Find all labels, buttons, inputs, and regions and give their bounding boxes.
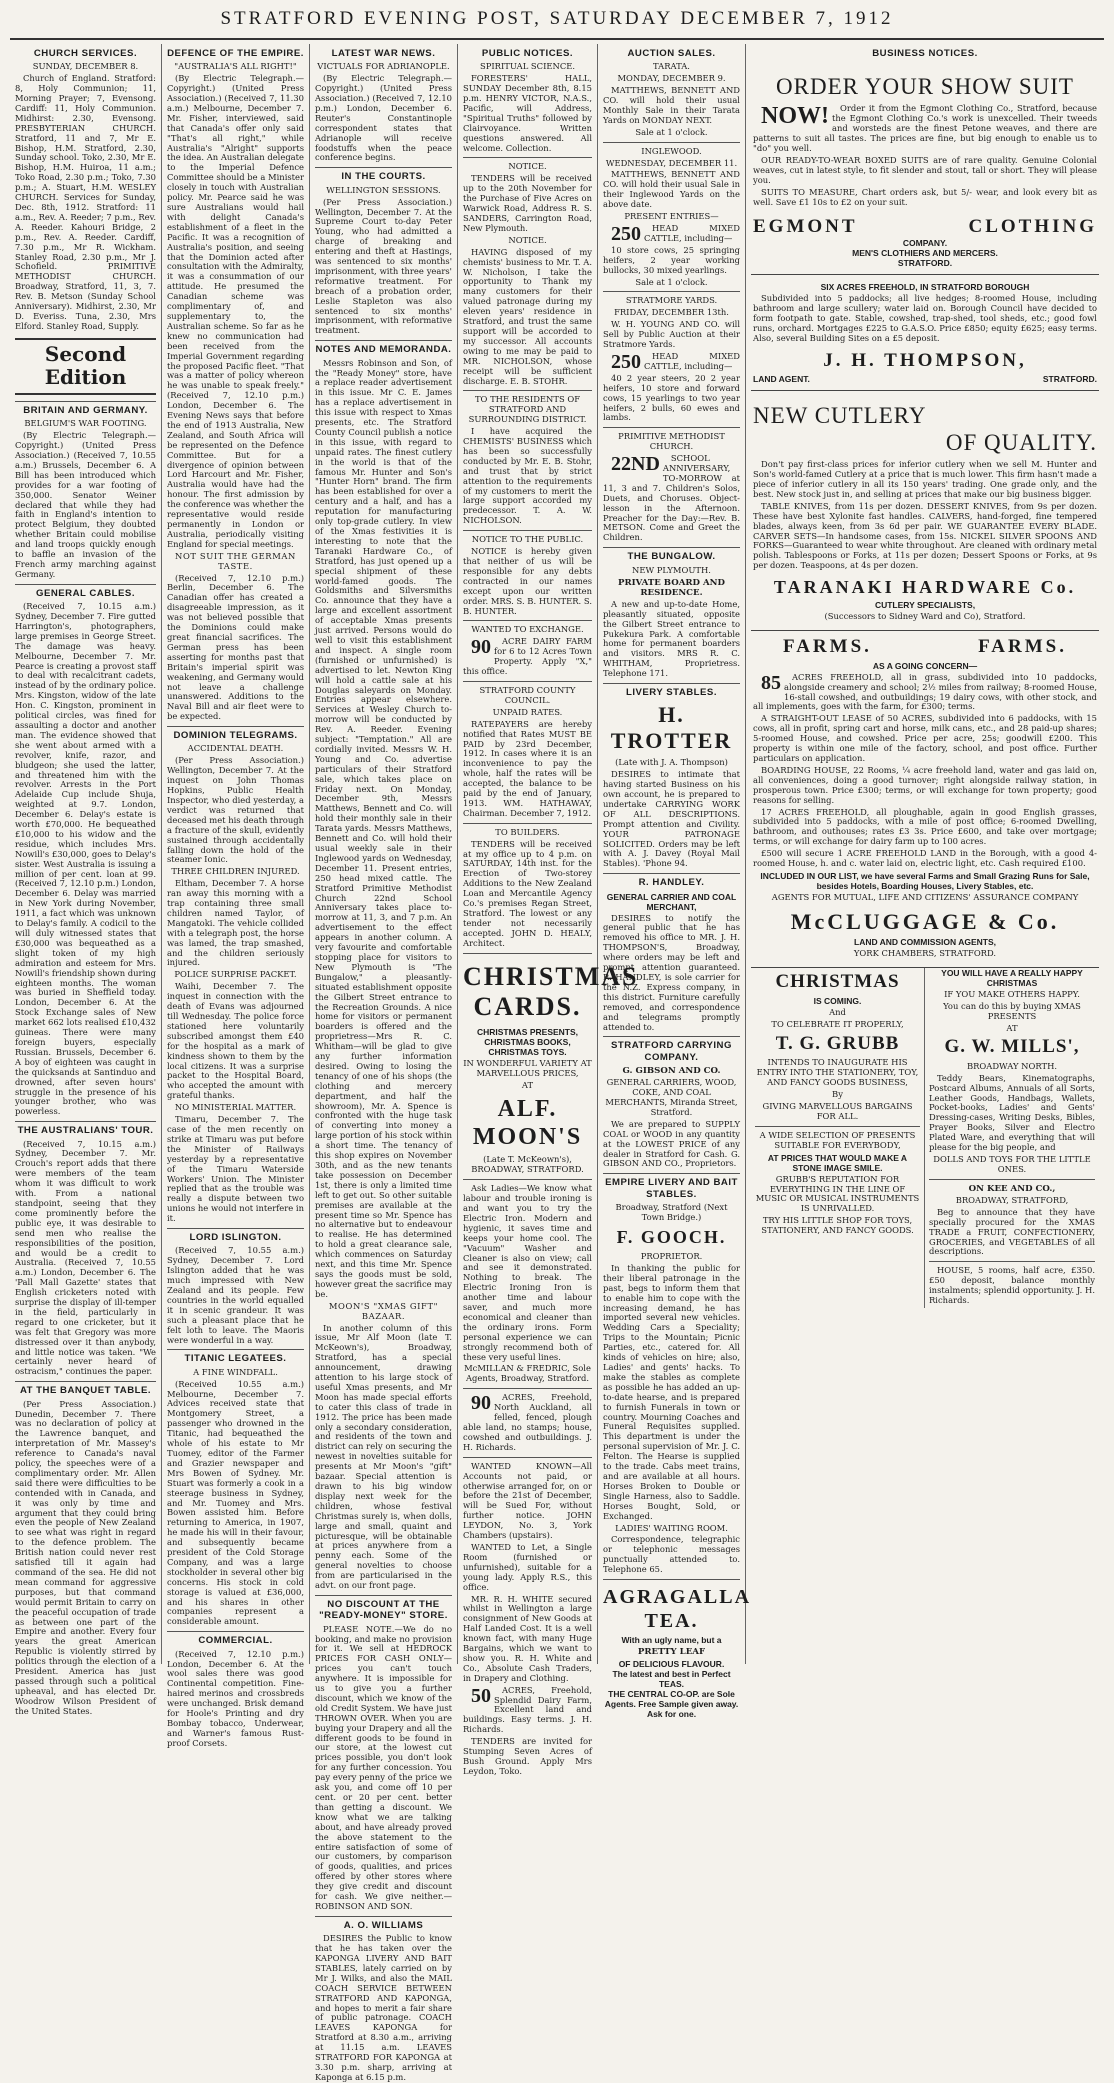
farm-c-text: 17 ACRES FREEHOLD, all ploughable, again in good English grasses, subdivided into 5 paddocks, with a mile of post office; 6-roomed Dwelling, bathroom, and outhouses; rates £3 3s. Price £600, and take over mortgage; terms, or will exchange for dairy farm up to 100 acres. <box>753 806 1097 847</box>
inglewood-date: WEDNESDAY, DECEMBER 11. <box>605 157 738 168</box>
war-news-text: (By Electric Telegraph.—Copyright.) (United Press Association.) (Received 7, 12.10 p.m.) London, December 6. Reuter's Constantinople correspondent states that Adrianople will receive foodstuffs when the peace conference begins. <box>315 73 452 163</box>
primitive-heading: PRIMITIVE METHODIST CHURCH. <box>618 431 725 452</box>
carrying-heading: STRATFORD CARRYING COMPANY. <box>603 1036 740 1063</box>
taranaki-subheading: CUTLERY SPECIALISTS, <box>874 600 976 611</box>
exchange-number: 90 <box>471 636 491 659</box>
residents-heading: TO THE RESIDENTS OF STRATFORD AND SURROUNDING DISTRICT. <box>468 394 587 425</box>
stratmore-number: 250 <box>611 350 641 373</box>
commercial-heading: COMMERCIAL. <box>167 1631 304 1646</box>
egmont-tagline: MEN'S CLOTHIERS AND MERCERS. <box>852 247 998 258</box>
egmont-name-a: EGMONT <box>753 215 858 237</box>
inglewood-number: 250 <box>611 223 641 245</box>
banquet-text: (Per Press Association.) Dunedin, December 7. There was no declaration of policy at the Lawrence banquet, and interpretation of Mr. Massey's reference to Canada's naval policy, the speeches were of a complimentary order. Mr. Allen said there were difficulties to be contended with in Canada, and it was only by time and argument that they could bring even the people of New Zealand to see what was right in regard to the defence problem. The British nation could never rest satisfied till it again had command of the sea. He did not mean command for aggressive purposes, but that command would permit Britain to carry on the peaceful occupation of trade as between one part of the Empire and another. Every four years the great American Republic is violently stirred by politics through the election of a President. America has just passed through such a political upheaval, and has elected Dr. Woodrow Wilson President of the United States. <box>15 1398 156 1716</box>
britain-subheading: BELGIUM'S WAR FOOTING. <box>24 418 147 429</box>
mcmillan-fredric: McMILLAN & FREDRIC, Sole Agents, Broadway, Stratford. <box>464 1363 591 1384</box>
public-notice-text: NOTICE is hereby given that neither of us will be responsible for any debts contracted in our names except upon our written order. MRS. S. B. HUNTER. S. B. HUNTER. <box>463 546 592 616</box>
egmont-measure: SUITS TO MEASURE, Chart orders ask, but 5/- wear, and look every bit as well. Save £1 10s to £2 on your suit. <box>753 186 1097 207</box>
divider <box>463 390 592 391</box>
egmont-headline: ORDER YOUR SHOW SUIT <box>776 74 1074 100</box>
egmont-name-row <box>753 216 1097 238</box>
public-notice-heading: NOTICE TO THE PUBLIC. <box>471 534 584 545</box>
gibson-text: We are prepared to SUPPLY COAL or WOOD in any quantity at the LOWEST PRICE of any dealer in Stratford for Cash. G. GIBSON AND CO., Proprietors. <box>603 1118 740 1169</box>
war-news-subheading: VICTUALS FOR ADRIANOPLE. <box>317 61 450 72</box>
trotter-subheading: (Late with J. A. Thompson) <box>615 757 728 768</box>
police-packet-text: Waihi, December 7. The inquest in connection with the death of Evans was adjourned till Wednesday. The police force stationed here voluntarily subscribed amongst them £40 for the hospital as a mark of kindness shown to them by the local citizens. It was a surprise packet to the Hospital Board, who accepted the amount with grateful thanks. <box>167 981 304 1101</box>
divider <box>603 427 740 428</box>
mills-happy: YOU WILL HAVE A REALLY HAPPY CHRISTMAS <box>941 967 1083 988</box>
inglewood-time: Sale at 1 o'clock. <box>635 276 708 287</box>
church-date: SUNDAY, DECEMBER 8. <box>32 61 139 72</box>
notice-1-text: TENDERS will be received up to the 20th November for the Purchase of Five Acres on Warwick Road, Address R. S. SANDERS, Carrington Road, New Plymouth. <box>463 173 592 233</box>
mills-buy: You can do this by buying XMAS PRESENTS <box>943 1000 1081 1021</box>
council-heading: STRATFORD COUNTY COUNCIL. <box>479 684 576 705</box>
mills-others: IF YOU MAKE OTHERS HAPPY. <box>944 988 1080 999</box>
tarata-time: Sale at 1 o'clock. <box>635 126 708 137</box>
inglewood-heading: INGLEWOOD. <box>641 145 702 156</box>
agragalla-line-5: THE CENTRAL CO-OP. are Sole Agents. Free Sample given away. Ask for one. <box>604 1689 739 1720</box>
farm85-number: 85 <box>761 671 781 694</box>
mills-at: AT <box>1006 1022 1018 1033</box>
agragalla-line-4: The latest and best in Perfect TEAS. <box>612 1669 731 1690</box>
grubb-prices: AT PRICES THAT WOULD MAKE A STONE IMAGE SMILE. <box>767 1152 908 1173</box>
column-1 <box>10 44 162 1716</box>
titanic-subheading: A FINE WINDFALL. <box>193 1366 278 1377</box>
britain-heading: BRITAIN AND GERMANY. <box>15 401 156 416</box>
white-text: MR. R. H. WHITE secured whilst in Wellington a large consignment of New Goods at Half Landed Cost. It is a well known fact, with many Huge Bargains, which we want to show you. R. H. White and Co., Absolute Cash Traders, in Drapery and Clothing. <box>463 1593 592 1683</box>
ministerial-subheading: NO MINISTERIAL MATTER. <box>174 1102 297 1113</box>
column-5 <box>598 44 752 1720</box>
war-news-heading: LATEST WAR NEWS. <box>331 48 436 59</box>
general-cables-text: (Received 7, 10.15 a.m.) Sydney, December 7. Fire gutted Harrington's, photographers, large premises in George Street. The damage was heavy. Melbourne, December 7. Mr. Pearce is creating a provost staff to deal with recalcitrant cadets, instead of by the ordinary police. Mrs. Kingston, widow of the late Hon. C. Kingston, prominent in political circles, was fined for assaulting a doctor and another man. The evidence showed that she went about armed with a revolver, knife, razor, and bludgeon; she used the latter, and threatened him with the revolver. Arrests in the Port Adelaide Cup include Shuja, weighted at 9.7. London, December 6. Delay's estate is worth £70,000. He bequeathed £10,000 to his widow and the residue, which includes Mrs. Nowill's £30,000, goes to Delay's sister. West Australia is issuing a million of per cent. loan at 99. (Received 7, 12.10 p.m.) London, December 6. Delay was married in New York during November, 1911, a fact which was unknown to Delay's family. A codicil to the will duly witnessed states that £30,000 was bequeathed as a slight token of my high admiration and esteem for Mrs. Nowill's friendship shown during eighteen months. The woman was buried in Sheffield today. London, December 6. At the Stock Exchange sales of New market 662 lots realised £10,432 guineas. There were many foreign buyers, especially Russian. Brussels, December 6. A boy of eighteen was caught in the quicksands at Santinduo and drowned, after seven hours' struggle in the presence of his younger brother, who was powerless. <box>15 601 156 1117</box>
grubb-ad <box>751 968 925 1308</box>
divider <box>463 530 592 531</box>
moon-bazaar-text: In another column of this issue, Mr Alf Moon (late T. McKeown's), Broadway, Stratford, has a special announcement, drawing attention to his large stock of useful Xmas presents, and Mr Moon has made special efforts to cater this class of trade in 1912. The price has been made only a secondary consideration, and residents of the town and district can rely on securing the newest in novelties suitable for presents at Mr Moon's "gift" bazaar. Special attention is drawn to his big window display next week for the children, whose festival Christmas surely is, when dolls, large and small, quaint and picturesque, will be obtainable at prices anywhere from a penny each. Some of the general novelties to choose from are particularised in the advt. on our front page. <box>315 1322 452 1591</box>
trotter-name: H. TROTTER <box>610 702 733 754</box>
christmas-list: CHRISTMAS PRESENTS, CHRISTMAS BOOKS, CHRISTMAS TOYS. <box>476 1026 579 1057</box>
notice-1-heading: NOTICE. <box>508 161 547 172</box>
christmas-cards-title: CHRISTMAS CARDS. <box>463 961 639 1022</box>
agragalla-name: AGRAGALLA TEA. <box>603 1586 752 1632</box>
farm-d-text: £500 will secure 1 ACRE FREEHOLD LAND in the Borough, with a good 4-roomed House, h. and c. water laid on, electric light, etc. Cash required £100. <box>753 848 1097 869</box>
divider <box>463 681 592 682</box>
thompson-land-agent: LAND AGENT. <box>753 373 810 384</box>
grubb-and: And <box>829 1007 846 1018</box>
police-packet-subheading: POLICE SURPRISE PACKET. <box>174 969 297 980</box>
discount-text: PLEASE NOTE.—We do no booking, and make no provision for it. We sell at HEDROCK PRICES FOR CASH ONLY—prices you can't touch anywhere. It is impossible for us to give you a further discount, which we know of the old Credit System. We have just THROWN OVER. When you are buying your Drapery and all the different goods to be found in our store, at the lowest cut prices possible, you don't look for any further concession. You pay every penny of the price we ask you, and come off 10 per cent. or 20 per cent. better than getting a discount. We know what we are talking about, and have already proved the above statement to the entire satisfaction of some of our customers, by comparison of goods, qualities, and prices offered by other stores where they give credit and discount for cash. We give neither.—ROBINSON AND SON. <box>315 1623 452 1911</box>
second-edition-banner: Second Edition <box>15 338 156 395</box>
six-acres-text: Subdivided into 5 paddocks; all live hedges; 8-roomed House, including bathroom and large scullery; water laid on. Borough Council have decided to form footpath to gate. Stable, cowshed, trap-shed, tool sheds, etc.; good fowl runs, orchard. Mortgages £225 to G.A.S.O. Price £850; equity £625; easy terms. Also, several Building Sites on a £5 deposit. <box>753 292 1097 343</box>
gooch-subheading: PROPRIETOR. <box>640 1251 703 1262</box>
bungalow-heading: THE BUNGALOW. <box>603 547 740 562</box>
grubb-name: T. G. GRUBB <box>775 1032 900 1054</box>
egmont-clothing-ad <box>751 62 1099 275</box>
cutlery-ad <box>751 391 1099 631</box>
cutlery-heading-a: NEW CUTLERY <box>753 402 927 428</box>
farms-ad <box>751 631 1099 967</box>
column-6 <box>746 44 1104 1664</box>
mills-ad <box>925 968 1099 1308</box>
farms-agents: AGENTS FOR MUTUAL, LIFE AND CITIZENS' ASSURANCE COMPANY <box>771 891 1079 902</box>
divider <box>463 823 592 824</box>
egmont-name-b: CLOTHING <box>968 215 1097 237</box>
divider <box>929 1261 1095 1262</box>
stratmore-date: FRIDAY, DECEMBER 13th. <box>614 307 729 318</box>
defence-subheading: "AUSTRALIA'S ALL RIGHT!" <box>174 61 297 72</box>
business-notices-heading: BUSINESS NOTICES. <box>872 48 978 59</box>
column-2 <box>162 44 310 1748</box>
christmas-variety: IN WONDERFUL VARIETY AT MARVELLOUS PRICES, <box>463 1058 592 1078</box>
inglewood-cattle: HEAD MIXED CATTLE, including— <box>644 223 740 243</box>
tarata-date: MONDAY, DECEMBER 9. <box>617 73 726 84</box>
farms-subheading: AS A GOING CONCERN— <box>872 660 978 671</box>
egmont-company: COMPANY. <box>902 237 948 248</box>
children-injured-subheading: THREE CHILDREN INJURED. <box>171 866 300 877</box>
dominion-heading: DOMINION TELEGRAMS. <box>167 726 304 741</box>
mccluggage-name: McCLUGGAGE & Co. <box>790 908 1060 934</box>
egmont-boxed-suits: OUR READY-TO-WEAR BOXED SUITS are of rare quality. Genuine Colonial weaves, cut in latest style, to fit slender and stout, tall or short. They will please you. <box>753 154 1097 185</box>
accidental-death-subheading: ACCIDENTAL DEATH. <box>187 743 284 754</box>
williams-text: DESIRES the Public to know that he has taken over the KAPONGA LIVERY AND BAIT STABLES, lately carried on by Mr J. Wilks, and also the MAIL COACH SERVICE BETWEEN STRATFORD AND KAPONGA, and hopes to merit a fair share of public patronage. COACH LEAVES KAPONGA for Stratford at 8.30 a.m., arriving at 11.15 a.m. LEAVES STRATFORD FOR KAPONGA at 3.30 p.m. sharp, arriving at Kaponga at 6.15 p.m. <box>315 1933 452 2082</box>
grubb-selection: A WIDE SELECTION OF PRESENTS SUITABLE FOR EVERYBODY, <box>759 1129 916 1150</box>
spiritual-heading: SPIRITUAL SCIENCE. <box>479 61 576 72</box>
divider <box>463 620 592 621</box>
onkee-name: ON KEE AND CO., <box>968 1183 1056 1194</box>
handley-subheading: GENERAL CARRIER AND COAL MERCHANT, <box>606 891 737 912</box>
onkee-address: BROADWAY, STRATFORD, <box>955 1194 1069 1205</box>
egmont-text: Order it from the Egmont Clothing Co., Stratford, because the Egmont Clothing Co.'s work is unexcelled. Their tweeds and worsteds are the finest Petone weaves, and there are patterns to suit all tastes. The prices are fine, but big enough to enable us to "do" you well. <box>753 103 1097 154</box>
livery-heading: LIVERY STABLES. <box>603 683 740 698</box>
bungalow-title: PRIVATE BOARD AND RESIDENCE. <box>618 577 725 598</box>
church-services-heading: CHURCH SERVICES. <box>33 48 138 59</box>
titanic-heading: TITANIC LEGATEES. <box>167 1349 304 1364</box>
six-acres-heading: SIX ACRES FREEHOLD, IN STRATFORD BOROUGH <box>820 281 1030 292</box>
grubb-giving: GIVING MARVELLOUS BARGAINS FOR ALL. <box>762 1101 913 1121</box>
primitive-text: SCHOOL ANNIVERSARY, TO-MORROW at 11, 3 and 7. Children's Solos, Duets, and Choruses. Object-lesson in the Afternoon. Preacher for the Day:—Rev. B. METSON. Come and Greet the Children. <box>603 453 740 543</box>
egmont-now: NOW! <box>761 103 829 130</box>
notice-2-heading: NOTICE. <box>508 234 547 245</box>
williams-heading: A. O. WILLIAMS <box>315 1916 452 1931</box>
thompson-name: J. H. THOMPSON, <box>823 349 1027 371</box>
council-text: RATEPAYERS are hereby notified that Rates MUST BE PAID by 23rd December, 1912. In cases where it is an inconvenience to pay the whole, half the rates will be accepted, the balance to be paid by the end of January, 1913. WM. HATHAWAY, Chairman. December 7, 1912. <box>463 718 592 818</box>
stratmore-list: 40 2 year steers, 20 2 year heifers, 10 store and forward cows, 15 yearlings to two year heifers, 2 bulls, 60 ewes and lambs. <box>603 372 740 423</box>
farms-heading-row <box>753 634 1097 660</box>
primitive-number: 22ND <box>611 453 660 476</box>
divider <box>755 1126 920 1127</box>
stratmore-cattle: HEAD MIXED CATTLE, including— <box>644 350 740 371</box>
bungalow-text: A new and up-to-date Home, pleasantly situated, opposite the Gilbert Street entrance to Pukekura Park. A comfortable home for permanent boarders and visitors. MRS R. C. WHITHAM, Proprietress. Telephone 171. <box>603 598 740 679</box>
mills-text: Teddy Bears, Kinematographs, Postcard Albums, Annuals of all Sorts, Leather Goods, Handbags, Wallets, Pocket-books, Ladies' and Gents' Dressing-cases, Writing Desks, Bibles, Prayer Books, Silver and Electro Plated Ware, and everything that will please for the big people, and <box>929 1072 1095 1153</box>
divider <box>603 142 740 143</box>
column-3 <box>310 44 458 2082</box>
stumping-text: TENDERS are invited for Stumping Seven Acres of Bush Ground. Apply Mrs Leydon, Toko. <box>463 1736 592 1776</box>
ministerial-text: Timaru, December 7. The case of the men recently on strike at Timaru was put before the Minister of Railways yesterday by a representative of the Timaru Waterside Workers' Union. The Minister replied that as the trouble was really a dispute between two unions he would not interfere in it. <box>167 1114 304 1224</box>
mccluggage-subheading: LAND AND COMMISSION AGENTS, <box>854 936 996 947</box>
farms-heading-left: FARMS. <box>783 636 872 658</box>
wanted-let-text: WANTED to Let, a Single Room (furnished or unfurnished), suitable for a young lady. Apply R.S., this office. <box>463 1541 592 1592</box>
grubb-try: TRY HIS LITTLE SHOP FOR TOYS, STATIONERY, AND FANCY GOODS. <box>761 1215 914 1236</box>
notice-2-text: HAVING disposed of my chemists' business to Mr. T. A. W. Nicholson, I take the opportunity to Thank my many customers for their valued patronage during my eleven years' residence in Stratford, and trust the same support will be accorded to my successor. All accounts owing to me may be paid to MR. NICHOLSON, whose receipt will be sufficient discharge. E. B. STOHR. <box>463 246 592 386</box>
inglewood-text: MATTHEWS, BENNETT AND CO. will hold their usual Sale in their Inglewood Yards on the above date. <box>603 169 740 210</box>
divider <box>463 1388 592 1389</box>
spiritual-text: FORESTERS' HALL, SUNDAY December 8th, 8.15 p.m. HENRY VICTOR, N.A.S., Pacific, will Address, "Spiritual Truths" followed by Clairvoyance. Written questions answered. All welcome. Collection. <box>463 73 592 153</box>
discount-heading: NO DISCOUNT AT THE "READY-MONEY" STORE. <box>315 1595 452 1622</box>
taranaki-successors: (Successors to Sidney Ward and Co), Stratford. <box>824 611 1026 622</box>
grubb-intends: INTENDS TO INAUGURATE HIS ENTRY INTO THE STATIONERY, TOY, AND FANCY GOODS BUSINESS, <box>756 1057 919 1088</box>
islington-heading: LORD ISLINGTON. <box>167 1228 304 1243</box>
exchange-text: ACRE DAIRY FARM for 6 to 12 Acres Town Property. Apply "X," this office. <box>463 636 592 677</box>
farm-number: 90 <box>471 1392 491 1415</box>
agragalla-line-1: With an ugly name, but a <box>621 1635 722 1646</box>
builders-heading: TO BUILDERS. <box>495 826 560 837</box>
tarata-heading: TARATA. <box>653 61 690 72</box>
courts-heading: IN THE COURTS. <box>315 167 452 182</box>
defence-heading: DEFENCE OF THE EMPIRE. <box>167 48 304 59</box>
handley-heading: R. HANDLEY. <box>603 873 740 888</box>
gooch-telephone: Correspondence, telegraphic or telephonic messages punctually attended to. Telephone 65. <box>603 1534 740 1575</box>
mills-name: G. W. MILLS', <box>944 1036 1080 1058</box>
agragalla-line-2: PRETTY LEAF <box>637 1647 706 1658</box>
alf-moon-address: (Late T. McKeown's), BROADWAY, STRATFORD. <box>471 1154 584 1175</box>
inglewood-entries: PRESENT ENTRIES— <box>624 211 719 222</box>
columns <box>10 44 1104 2082</box>
courts-text: (Per Press Association.) Wellington, December 7. At the Supreme Court to-day Peter Young, who had admitted a charge of breaking and entering and theft at Hastings, was sentenced to six months' imprisonment, with three years' reformative treatment. For breach of a probation order, Leslie Stapleton was also sentenced to six months' imprisonment, with reformative treatment. <box>315 196 452 336</box>
defence-text: (By Electric Telegraph.—Copyright.) (United Press Association.) (Received 7, 11.30 a.m.) Melbourne, December 7. Mr. Fisher, interviewed, said that Canada's offer only said "That's all right," while Australia's "Alright" supports the idea. An Australian delegate to the Imperial Defence Committee should be a Minister closely in touch with Australian policy. Mr. Pearce said he was sure Australians would hail with delight Canada's establishment of a fleet in the Pacific. It was a recognition of Australia's position, and seeing that the Dominion acted after consultation with the Admiralty, it was a consummation of our attitude. He presumed the Canadian scheme was complimentary of, and supplementary to, the Australian scheme. So far as he knew no communication had been received from the Imperial Government regarding the proposed Pacific fleet. "That was a matter of policy whereon he was unable to speak freely." (Received 7, 12.10 p.m.) London, December 6. The Evening News says that before the end of 1913 Australia, New Zealand, and South Africa will be represented on the Defence Committee. But for a divergence of opinion between Lord Harcourt and Mr. Fisher, Australia would have had the honour. The first admission by the conference was whether the representative would reside permanently in London or Australia, periodically visiting England for special meetings. <box>167 73 304 549</box>
commercial-text: (Received 7, 12.10 p.m.) London, December 6. At the wool sales there was good Continental competition. Fine-haired merinos and crossbreds were unchanged. Brisk demand for Hoole's Printing and dry Bombay tobacco, Underwear, and Warner's famous Rust-proof Corsets. <box>167 1648 304 1748</box>
gooch-name: F. GOOCH. <box>616 1226 727 1247</box>
gibson-name: G. GIBSON AND CO. <box>622 1066 721 1077</box>
divider <box>463 1457 592 1458</box>
farms-heading-right: FARMS. <box>978 636 1067 658</box>
cutlery-heading-b: OF QUALITY. <box>945 430 1097 456</box>
egmont-town: STRATFORD. <box>897 257 953 268</box>
grubb-celebrate: TO CELEBRATE IT PROPERLY, <box>771 1019 904 1030</box>
acres50-text: ACRES, Freehold, Splendid Dairy Farm, Excellent land and buildings. Easy terms. J. H. Richards. <box>463 1684 592 1735</box>
taranaki-hardware-name: TARANAKI HARDWARE Co. <box>773 577 1077 598</box>
mills-dolls: DOLLS AND TOYS FOR THE LITTLE ONES. <box>933 1153 1091 1174</box>
divider <box>463 1179 592 1180</box>
divider <box>603 1579 740 1580</box>
house-text: HOUSE, 5 rooms, half acre, £350. £50 deposit, balance monthly instalments; splendid opportunity. J. H. Richards. <box>929 1265 1095 1306</box>
wanted-known-text: WANTED KNOWN—All Accounts not paid, or otherwise arranged for, on or before the 21st of December, will be Sued For, without further notice. JOHN LEYDON, No. 3, York Chambers (upstairs). <box>463 1460 592 1541</box>
public-notices-heading: PUBLIC NOTICES. <box>481 48 574 59</box>
gooch-text: In thanking the public for their liberal patronage in the past, begs to inform them that to enable him to cope with the increasing demand, he has imported several new vehicles. Wedding Cars a Speciality; Trips to the Mountain; Picnic Parties, etc., catered for. All kinds of vehicles on hire; also, Ladies' and gents' hacks. To make the stables as complete as possible he has added an up-to-date hearse, and is prepared to furnish Funerals in town or country. Mourning Coaches and Funeral Requisites supplied. This department is under the personal supervision of Mr. J. C. Felton. The Hearse is supplied to the trade. Cabs meet trains, and are available at all hours. Horses Broken to Double or Single Harness, also to Saddle. Horses Bought, Sold, or Exchanged. <box>603 1262 740 1521</box>
farms-included: INCLUDED IN OUR LIST, we have several Farms and Small Grazing Runs for Sale, besides Hotels, Boarding Houses, Livery Stables, etc. <box>760 870 1090 891</box>
divider <box>929 1179 1095 1180</box>
moon-bazaar-heading: MOON'S "XMAS GIFT" BAZAAR. <box>328 1300 439 1321</box>
titanic-text: (Received 10.55 a.m.) Melbourne, December 7. Advices received state that Montgomery Street, a passenger who drowned in the Titanic, had bequeathed the whole of his estate to Mr Tuomey, editor of the Farmer and Grazier newspaper and Mrs Bowen of Sydney. Mr. Stuart was formerly a cook in a steerage business in Sydney, and Mr. Tuomey and Mrs. Bowen assisted him. Before returning to America, in 1907, he made his will in their favour, and subsequently became president of the Cold Storage Company, and was a large stockholder in several other big concerns. His stock in cold storage is valued at £36,000, and his shares in other companies represent a considerable amount. <box>167 1378 304 1627</box>
islington-text: (Received 7, 10.55 a.m.) Sydney, December 7. Lord Islington added that he was much impressed with New Zealand and its people. Few countries in the world equalled it in scenic grandeur. It was such a pleasant place that he felt loth to leave. The Maoris were wonderful in a way. <box>167 1245 304 1345</box>
at-word: AT <box>521 1079 534 1090</box>
farm-a-text: A STRAIGHT-OUT LEASE of 50 ACRES, subdivided into 6 paddocks, with 15 cows, all in profit, spring cart and horse, milk cans, etc., and 28 paid-up shares; 5-roomed House, and cowshed. Price per acre, 25s; goodwill £200. This property is within one mile of the factory, school, and post office. Further particulars on application. <box>753 713 1097 763</box>
grubb-coming: IS COMING. <box>813 996 862 1007</box>
gibson-subheading: GENERAL CARRIERS, WOOD, COKE, AND COAL MERCHANTS, Miranda Street, Stratford. <box>605 1077 738 1117</box>
courts-subheading: WELLINGTON SESSIONS. <box>326 184 441 195</box>
bottom-split-ads <box>751 968 1099 1308</box>
farm-text: ACRES, Freehold, North Auckland, all felled, fenced, plough able land, no stamps; house, cowshed and outbuildings. J. H. Richards. <box>463 1392 592 1452</box>
farm-b-text: BOARDING HOUSE, 22 Rooms, ¼ acre freehold land, water and gas laid on, all conveniences, doing a good turnover; right alongside railway station, in prosperous town. Price £300; terms, or will exchange for town property; good reasons for selling. <box>753 764 1097 805</box>
grubb-christmas: CHRISTMAS <box>775 970 900 992</box>
divider <box>463 157 592 158</box>
banquet-heading: AT THE BANQUET TABLE. <box>15 1381 156 1396</box>
empire-subheading: Broadway, Stratford (Next Town Bridge.) <box>615 1201 728 1222</box>
accidental-death-text: (Per Press Association.) Wellington, December 7. At the inquest on John Thomas Hopkins, Public Health Inspector, who died yesterday, a verdict was returned that deceased met his death through a fracture of the skull, evidently sustained through accidentally falling down the hold of the steamer Ionic. <box>167 755 304 865</box>
electric-iron-text: Ask Ladies—We know what labour and trouble ironing is and want you to try the Electric Iron. Modern and hygienic, it saves time and keeps your home cool. The "Vacuum" Washer and Cleaner is also on view; call and see it demonstrated. Nothing to break. The Electric Ironing Iron is another time and labour saver, and much more economical and cleaner than the ordinary irons. Form personal experience we can strongly recommend both of these very useful lines. <box>463 1183 592 1362</box>
thompson-town: STRATFORD. <box>1042 373 1097 384</box>
stratmore-text: W. H. YOUNG AND CO. will Sell by Public Auction at their Stratmore Yards. <box>603 319 740 350</box>
cutlery-text: Don't pay first-class prices for inferior cutlery when we sell M. Hunter and Son's world-famed Cutlery at a price that is much lower. This firm hasn't made a piece of inferior cutlery in all its 150 years' trading. One grade only, and the best. New stock just in, and selling at prices that make our big business bigger. <box>753 459 1097 499</box>
tarata-text: MATTHEWS, BENNETT AND CO. will hold their usual Monthly Sale in their Tarata Yards on MONDAY NEXT. <box>603 85 740 125</box>
britain-text: (By Electric Telegraph.—Copyright.) (United Press Association.) (Received 7, 10.55 a.m.) Brussels, December 6. A Bill has been introduced which provides for a war footing of 350,000. Senator Weiner declared that while they had faith in England's intention to protect Belgium, they doubted whether Britain could mobilise and land troops quickly enough to baffle an invasion of the French army marching against Germany. <box>15 430 156 579</box>
council-subheading: UNPAID RATES. <box>492 706 563 717</box>
acres50-number: 50 <box>471 1684 491 1707</box>
builders-text: TENDERS will be received at my office up to 4 p.m. on SATURDAY, 14th inst. for the Erection of Two-storey Additions to the New Zealand Loan and Mercantile Agency Co.'s premises Regan Street, Stratford. The lowest or any tender not necessarily accepted. JOHN D. HEALY, Architect. <box>463 838 592 948</box>
exchange-heading: WANTED TO EXCHANGE. <box>471 624 584 635</box>
onkee-text: Beg to announce that they have specially procured for the XMAS TRADE a FRUIT, CONFECTIONERY, GROCERIES, and VEGETABLES of all descriptions. <box>929 1206 1095 1257</box>
handley-text: DESIRES to notify the general public that he has removed his office to MR. J. H. THOMPSON'S, Broadway, where orders may be left and prompt attention guaranteed. R. HANDLEY, is sole carrier for the N.Z. Express company, in this district. Furniture carefully removed, and correspondence and telegrams promptly attended to. <box>603 912 740 1032</box>
divider <box>463 953 592 954</box>
masthead: STRATFORD EVENING POST, SATURDAY DECEMBER 7, 1912 <box>10 8 1104 40</box>
thompson-ad <box>751 275 1099 391</box>
gooch-ladies: LADIES' WAITING ROOM. <box>615 1522 728 1533</box>
alf-moon-name: ALF. MOON'S <box>472 1095 583 1151</box>
notes-heading: NOTES AND MEMORANDA. <box>315 340 452 355</box>
australians-tour-heading: THE AUSTRALIANS' TOUR. <box>15 1121 156 1136</box>
divider <box>603 291 740 292</box>
grubb-by: By <box>832 1089 843 1100</box>
bungalow-subheading: NEW PLYMOUTH. <box>632 564 711 575</box>
notes-text: Messrs Robinson and Son, of the "Ready Money" store, have a replace reader advertisement in this issue. Mr C. E. James has a replace advertisement in this issue with respect to Xmas presents, etc. The Stratford County Council publish a notice in this issue, with regard to unpaid rates. The finest cutlery in the world is that of the famous Mr. Hunter and Son's "Hunter Horn" brand. The firm has been established for over a century and a half, and has a reputation for manufacturing only top-grade cutlery. In view of the Xmas festivities it is interesting to note that the Taranaki Hardware Co., of Stratford, has just opened up a special shipment of these world-famed goods. The Goldsmiths and Silversmiths Co. announce that they have a large and excellent assortment of acceptable Xmas presents just arrived. Persons would do well to visit this establishment and inspect. A single room (furnished or unfurnished) is advertised to let. Newton King will hold a cattle sale at his Douglas saleyards on Monday. Entries appear elsewhere. Services at Wesley Church to-morrow will be conducted by Rev. A. Reeder. Evening subject: "Temptation." All are cordially invited. Messrs W. H. Young and Co. advertise particulars of their Stratford sale, which takes place on Friday next. On Monday, December 9th, Messrs Matthews, Bennett and Co. will hold their monthly sale in their Tarata yards. Messrs Matthews, Bennett and Co. will hold their usual weekly sale in their Inglewood yards on Wednesday, December 11. Present entries, 250 head mixed cattle. The Stratford Primitive Methodist Church 22nd School Anniversary takes place to-morrow at 11, 3, and 7 p.m. An advertisement to the effect appears in another column. A very favourite and comfortable stopping place for visitors to New Plymouth is "The Bungalow," a pleasantly-situated establishment opposite the Gilbert Street entrance to the Recreation Grounds. A nice home for visitors or permanent boarders is offered and the proprietress—Mrs R. C. Whitham—will be glad to give any further information desired. Owing to losing the tenancy of one of his shops (the clothing and mercery department, and half the showroom), Mr. A. Spence is confronted with the huge task of converting into money a large portion of his stock within a short time. The tenancy of this shop expires on November 30th, and as the new tenants take possession on December 1st, there is only a limited time left to get out. So other suitable premises are available at the present time so Mr. Spence has no alternative but to endeavour to realise. He has determined to hold a great clearance sale, which commences on Saturday next, and this time Mr. Spence says the goods must be sold, however great the sacrifice may be. <box>315 357 452 1299</box>
stratmore-heading: STRATMORE YARDS. <box>625 295 718 306</box>
church-text: Church of England. Stratford: 8, Holy Communion; 11, Morning Prayer; 7, Evensong. Cardiff: 11, Holy Communion. Midhirst: 2.30, Evensong. PRESBYTERIAN CHURCH. Stratford, 11 and 7, Mr E. Bishop, H.M. Stratford, 2.30, Sunday school. Toko, 2.30, Mr E. Bishop, H.M. Huiroa, 11 a.m.; Toko Road, 2.30 p.m.; Toko, 7.30 p.m.; A. Stuart, H.M. WESLEY CHURCH. Services for Sunday, Dec. 8th, 1912. Stratford: 11 a.m., Rev. A. Reeder; 7 p.m., Rev. A. Reeder. Kahouri Bridge, 2 p.m., Rev. A. Reeder. Cardiff, 7.30 p.m., Mr R. Wickham. Stanley Road, 2.30 p.m., Mr J. Schofield. PRIMITIVE METHODIST CHURCH. Broadway, Stratford, 11, 3, 7. Rev. B. Metson (Sunday School Anniversary). Midhirst, 2.30, Mr D. Everiss. Tuna, 2.30, Mrs Elford. Stanley Road, Supply. <box>15 73 156 331</box>
cutlery-list: TABLE KNIVES, from 11s per dozen. DESSERT KNIVES, from 9s per dozen. These have best Xylonite fast handles. CALVERS, hand-forged, fine tempered blades, always keen, from 3s 6d per pair. WE GUARANTEE EVERY BLADE. CARVER SETS—In handsome cases, from 15s. NICKEL SILVER SPOONS AND FORKS—Guaranteed to wear white throughout. Are cleaned with ordinary metal polish. Tablespoons or Forks, at 11s per dozen; Dessert Spoons or Forks, at 9s per dozen. Teaspoons, at 4s per dozen. <box>753 500 1097 571</box>
inglewood-list: 10 store cows, 25 springing heifers, 2 year working bullocks, 30 mixed yearlings. <box>603 244 740 275</box>
mills-address: BROADWAY NORTH. <box>966 1060 1058 1071</box>
trotter-text: DESIRES to intimate that having started Business on his own account, he is prepared to undertake CARRYING WORK OF ALL DESCRIPTIONS. Prompt attention and Civility. YOUR PATRONAGE SOLICITED. Orders may be left with A. J. Davey (Royal Mail Stables). 'Phone 94. <box>603 769 740 869</box>
empire-heading: EMPIRE LIVERY AND BAIT STABLES. <box>603 1173 740 1200</box>
auction-sales-heading: AUCTION SALES. <box>627 48 716 59</box>
residents-text: I have acquired the CHEMISTS' BUSINESS which has been so successfully conducted by Mr. E. B. Stohr, and trust that by strict attention to the requirements of my customers to merit the large support accorded my predecessor. T. A. W. NICHOLSON. <box>463 426 592 526</box>
thompson-row <box>753 374 1097 384</box>
german-taste-heading: NOT SUIT THE GERMAN TASTE. <box>175 550 296 571</box>
german-taste-text: (Received 7, 12.10 p.m.) Berlin, December 6. The Canadian offer has created a disagreeable impression, as it was not believed possible that the Dominions could make great financial sacrifices. The German press has been asserting for months past that Britain's imperial spirit was weakening, and Germany would not leave a challenge unanswered. Additions to the Naval Bill and air fleet were to be expected. <box>167 572 304 722</box>
general-cables-heading: GENERAL CABLES. <box>15 584 156 599</box>
agragalla-line-3: OF DELICIOUS FLAVOUR. <box>618 1659 725 1670</box>
grubb-reputation: GRUBB'S REPUTATION FOR EVERYTHING IN THE LINE OF MUSIC OR MUSICAL INSTRUMENTS IS UNRIVALLED. <box>755 1173 920 1214</box>
farm85-text: ACRES FREEHOLD, all in grass, subdivided into 10 paddocks, alongside creamery and school; 2½ miles from railway; 8-roomed House, 16-stall cowshed, and outbuildings; 19 dairy cows, with other stock, and all implements, goes with the farm, for £300; terms. <box>753 671 1097 712</box>
mccluggage-address: YORK CHAMBERS, STRATFORD. <box>853 947 997 958</box>
australians-tour-text: (Received 7, 10.15 a.m.) Sydney, December 7. Mr. Crouch's report adds that there were members of the team whom it was difficult to work with. From a national standpoint, seeing that they come prominently before the public eye, it was desirable to send men who realise the responsibilities of the position, and would be a credit to Australia. (Received 7, 10.55 a.m.) London, December 6. The 'Pall Mall Gazette' states that English cricketers noted with surprise the display of ill-temper in the field, particularly in regard to one cricketer, but it was felt that Gregory was more distressed over it than anybody, and little notice was taken. "We certainly never heard of ostracism," continues the paper. <box>15 1138 156 1377</box>
children-injured-text: Eltham, December 7. A horse ran away this morning with a trap containing three small children named Taylor, of Mangatoki. The vehicle collided with a telegraph post, the horse was lamed, the trap smashed, and the children seriously injured. <box>167 878 304 968</box>
